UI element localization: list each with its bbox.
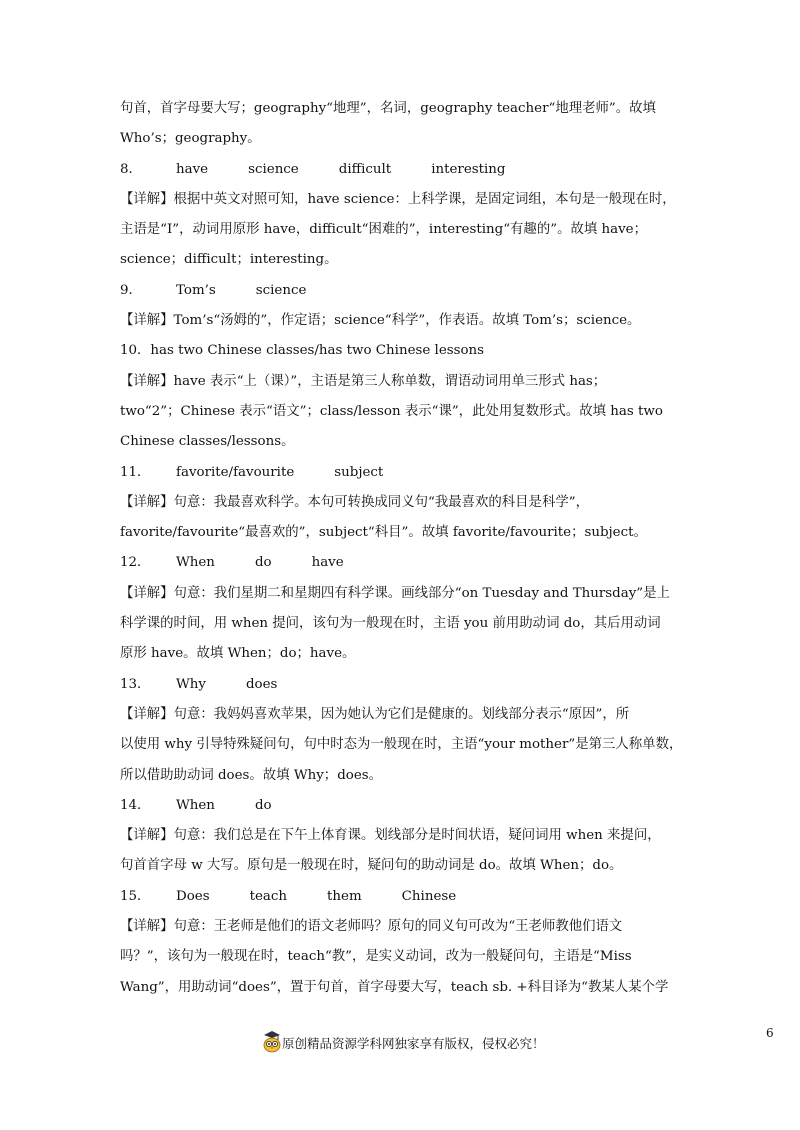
answer-word: them: [327, 888, 362, 904]
answer-key-content: [120, 94, 686, 1003]
answer-word: difficult: [338, 161, 392, 177]
answer-word: Chinese: [401, 888, 457, 904]
text-line: 【详解】句意：我们星期二和星期四有科学课。画线部分“on Tuesday and Thursday”是上: [120, 585, 670, 601]
question-number: 12．: [120, 555, 151, 571]
text-line: science；difficult；interesting。: [120, 252, 338, 268]
text-line: 【详解】句意：王老师是他们的语文老师吗？原句的同义句可改为“王老师教他们语文: [120, 919, 623, 935]
text-line: two“2”；Chinese 表示“语文”；class/lesson 表示“课”，此处用复数形式。故填 has two: [120, 403, 663, 419]
text-line: 【详解】have 表示“上（课）”，主语是第三人称单数，谓语动词用单三形式 has；: [120, 373, 607, 389]
question-number: 14．: [120, 797, 151, 813]
answer-line: [120, 548, 686, 578]
text-line: favorite/favourite“最喜欢的”，subject“科目”。故填 favorite/favourite；subject。: [120, 525, 647, 541]
answer-word: interesting: [431, 161, 506, 177]
answer-word: subject: [334, 464, 384, 480]
answer-word: favorite/favourite: [176, 464, 295, 480]
text-line: 【详解】Tom’s“汤姆的”，作定语；science“科学”，作表语。故填 Tom’s；science。: [120, 313, 641, 329]
text-line: 吗？”，该句为一般现在时，teach“教”，是实义动词，改为一般疑问句，主语是“Miss: [120, 949, 632, 965]
answer-word: have: [311, 555, 344, 571]
text-line: 科学课的时间，用 when 提问，该句为一般现在时，主语 you 前用助动词 do，其后用动词: [120, 616, 661, 632]
answer-word: science: [248, 161, 299, 177]
page-footer: [0, 1024, 800, 1064]
question-number: 8．: [120, 161, 142, 177]
text-line: 【详解】句意：我们总是在下午上体育课。划线部分是时间状语，疑问词用 when 来提问，: [120, 828, 661, 844]
text-line: 10．has two Chinese classes/has two Chinese lessons: [120, 343, 485, 359]
answer-word: does: [245, 676, 278, 692]
page-number: 6: [766, 1026, 774, 1040]
owl-logo-icon: [262, 1029, 282, 1053]
answer-line: [120, 791, 686, 821]
answer-line: [120, 276, 686, 306]
question-number: 9．: [120, 282, 142, 298]
answer-line: [120, 670, 686, 700]
answer-line: [120, 882, 686, 912]
answer-line: [120, 155, 686, 185]
text-line: 【详解】根据中英文对照可知，have science：上科学课，是固定词组，本句是一般现在时，: [120, 191, 676, 207]
question-number: 13．: [120, 676, 151, 692]
answer-word: have: [176, 161, 209, 177]
question-number: 15．: [120, 888, 151, 904]
answer-word: When: [176, 555, 215, 571]
answer-word: science: [255, 282, 307, 298]
text-line: 句首，首字母要大写；geography“地理”，名词，geography teacher“地理老师”。故填: [120, 101, 656, 116]
text-line: 所以借助助动词 does。故填 Why；does。: [120, 767, 383, 783]
text-line: 以使用 why 引导特殊疑问句，句中时态为一般现在时，主语“your mother”是第三人称单数，: [120, 737, 683, 753]
answer-word: do: [254, 797, 272, 813]
text-line: Chinese classes/lessons。: [120, 434, 295, 450]
copyright-notice: 原创精品资源学科网独家享有版权，侵权必究！: [282, 1036, 545, 1051]
text-line: 【详解】句意：我妈妈喜欢苹果，因为她认为它们是健康的。划线部分表示“原因”，所: [120, 706, 630, 722]
answer-line: [120, 458, 686, 488]
question-number: 11．: [120, 464, 151, 480]
text-line: 【详解】句意：我最喜欢科学。本句可转换成同义句“我最喜欢的科目是科学”，: [120, 494, 589, 510]
text-line: Who’s；geography。: [120, 131, 261, 147]
answer-word: Why: [176, 676, 206, 692]
text-line: 主语是“I”，动词用原形 have，difficult“困难的”，interesting“有趣的”。故填 have；: [120, 222, 647, 238]
text-line: 原形 have。故填 When；do；have。: [120, 646, 356, 662]
answer-word: Tom’s: [176, 282, 216, 298]
answer-word: do: [254, 555, 272, 571]
text-line: Wang”，用助动词“does”，置于句首，首字母要大写，teach sb. +科目译为“教某人某个学: [120, 979, 669, 995]
answer-word: Does: [176, 888, 210, 904]
answer-word: When: [176, 797, 215, 813]
answer-word: teach: [249, 888, 288, 904]
text-line: 句首首字母 w 大写。原句是一般现在时，疑问句的助动词是 do。故填 When；do。: [120, 858, 623, 874]
